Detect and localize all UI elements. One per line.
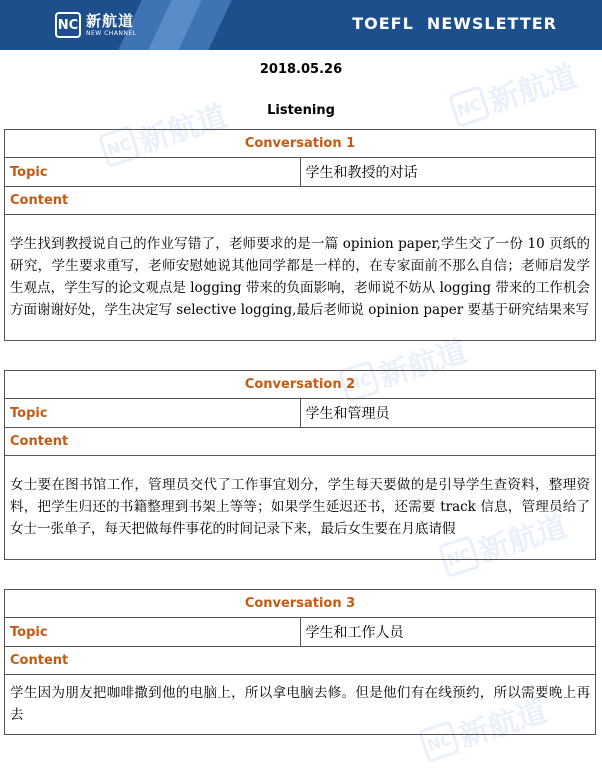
logo-english-name: NEW CHANNEL (86, 29, 137, 37)
newsletter-title: TOEFL NEWSLETTER (352, 14, 557, 33)
watermark-logo-icon: NC 新航道 (96, 91, 231, 172)
conversation-table (4, 129, 596, 341)
conversation-title: Conversation 3 (5, 590, 596, 618)
topic-value: 学生和工作人员 (300, 618, 596, 647)
logo-chinese-name: 新航道 (86, 11, 135, 30)
logo-mark-icon: NC (55, 12, 81, 38)
logo-text (86, 11, 137, 37)
topic-label: Topic (5, 399, 301, 428)
content-label: Content (5, 647, 596, 675)
topic-label: Topic (5, 618, 301, 647)
content-text: 学生找到教授说自己的作业写错了，老师要求的是一篇 opinion paper,学生交了一份 10 页纸的研究，学生要求重写，老师安慰她说其他同学都是一样的，在专家面前不那么自信；老师启发学生观点，学生写的论文观点是 logging 带来的负面影响，老师说不妨从 logging 带来的工作机会方面谢谢好处，学生决定写 selective logging,最后老师说 opinion paper 要基于研究结果来写 (5, 215, 596, 341)
topic-value: 学生和管理员 (300, 399, 596, 428)
logo (55, 10, 137, 40)
content-label: Content (5, 428, 596, 456)
watermark-logo-icon: NC 新航道 (436, 501, 571, 582)
conversation-table (4, 589, 596, 735)
conversation-table (4, 370, 596, 560)
conversation-title: Conversation 1 (5, 130, 596, 158)
header-banner (0, 0, 602, 50)
content-label: Content (5, 187, 596, 215)
issue-date: 2018.05.26 (259, 62, 343, 77)
topic-value: 学生和教授的对话 (300, 158, 596, 187)
watermark-logo-icon: NC 新航道 (446, 51, 581, 132)
watermark-logo-icon: NC 新航道 (336, 326, 471, 407)
conversation-title: Conversation 2 (5, 371, 596, 399)
topic-label: Topic (5, 158, 301, 187)
watermark-logo-icon: NC 新航道 (416, 686, 551, 767)
section-title: Listening (267, 103, 335, 118)
content-text: 女士要在图书馆工作，管理员交代了工作事宜划分，学生每天要做的是引导学生查资料，整理资料，把学生归还的书籍整理到书架上等等；如果学生延迟还书，还需要 track 信息，管理员给了女士一张单子，每天把做每件事花的时间记录下来，最后女生要在月底请假 (5, 456, 596, 560)
content-text: 学生因为朋友把咖啡撒到他的电脑上，所以拿电脑去修。但是他们有在线预约，所以需要晚上再去 (5, 675, 596, 735)
